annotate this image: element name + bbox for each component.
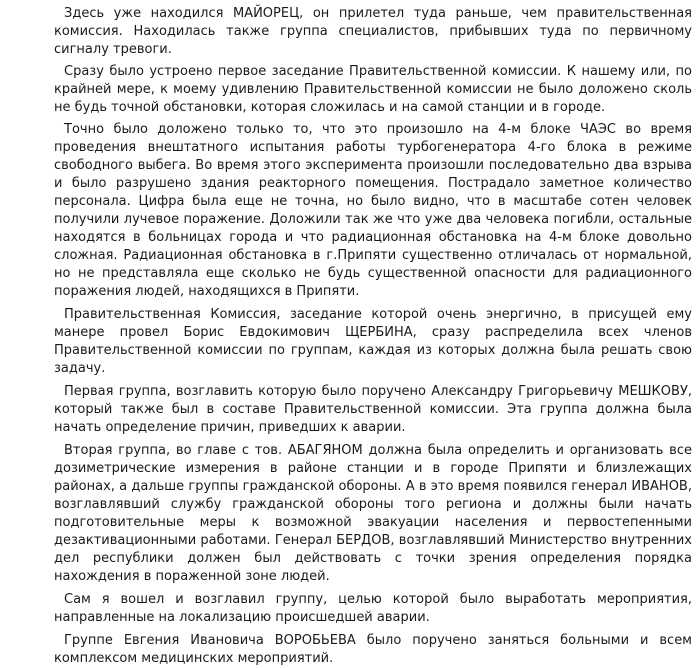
paragraph-3: Точно было доложено только то, что это произошло на 4-м блоке ЧАЭС во время проведения внештатного испытания работы турбогенератора 4-го блока в режиме свободного выбега. Во время этого эксперимента произошли последовательно два взрыва и было разрушено здания реакторного помещения. Пострадало заметное количество персонала. Цифра была еще не точна, но было видно, что в масштабе сотен человек получили лучевое поражение. Доложили так же что уже два человека погибли, остальные находятся в больницах города и что радиационная обстановка на 4-м блоке довольно сложная. Радиационная обстановка в г.Припяти существенно отличалась от нормальной, но не представляла еще сколько не будь существенной опасности для радиационного поражения людей, находящихся в Припяти. [54,122,692,299]
paragraph-8: Группе Евгения Ивановича ВОРОБЬЕВА было поручено заняться больными и всем комплексом медицинских мероприятий. [54,633,692,666]
paragraph-4: Правительственная Комиссия, заседание которой очень энергично, в присущей ему манере провел Борис Евдокимович ЩЕРБИНА, сразу распределила всех членов Правительственной комиссии по группам, каждая из которых должна была решать свою задачу. [54,307,692,376]
paragraph-2: Сразу было устроено первое заседание Правительственной комиссии. К нашему или, по крайней мере, к моему удивлению Правительственной комиссии не было доложено сколь не будь точной обстановки, которая сложилась и на самой станции и в городе. [54,64,692,115]
paragraph-1: Здесь уже находился МАЙОРЕЦ, он прилетел туда раньше, чем правительственная комиссия. Находилась также группа специалистов, прибывших туда по первичному сигналу тревоги. [54,6,692,57]
paragraph-6: Вторая группа, во главе с тов. АБАГЯНОМ должна была определить и организовать все дозиметрические измерения в районе станции и в городе Припяти и близлежащих районах, а дальше группы гражданской обороны. А в это время появился генерал ИВАНОВ, возглавлявший службу гражданской обороны того региона и должны были начать подготовительные меры к возможной эвакуации населения и первостепенными дезактивационными работами. Генерал БЕРДОВ, возглавлявший Министерство внутренних дел республики должен был действовать с точки зрения определения порядка нахождения в пораженной зоне людей. [54,443,692,584]
paragraph-7: Сам я вошел и возглавил группу, целью которой было выработать мероприятия, направленные на локализацию происшедшей аварии. [54,592,692,625]
paragraph-5: Первая группа, возглавить которую было поручено Александру Григорьевичу МЕШКОВУ, который также был в составе Правительственной комиссии. Эта группа должна была начать определение причин, приведших к аварии. [54,384,692,435]
